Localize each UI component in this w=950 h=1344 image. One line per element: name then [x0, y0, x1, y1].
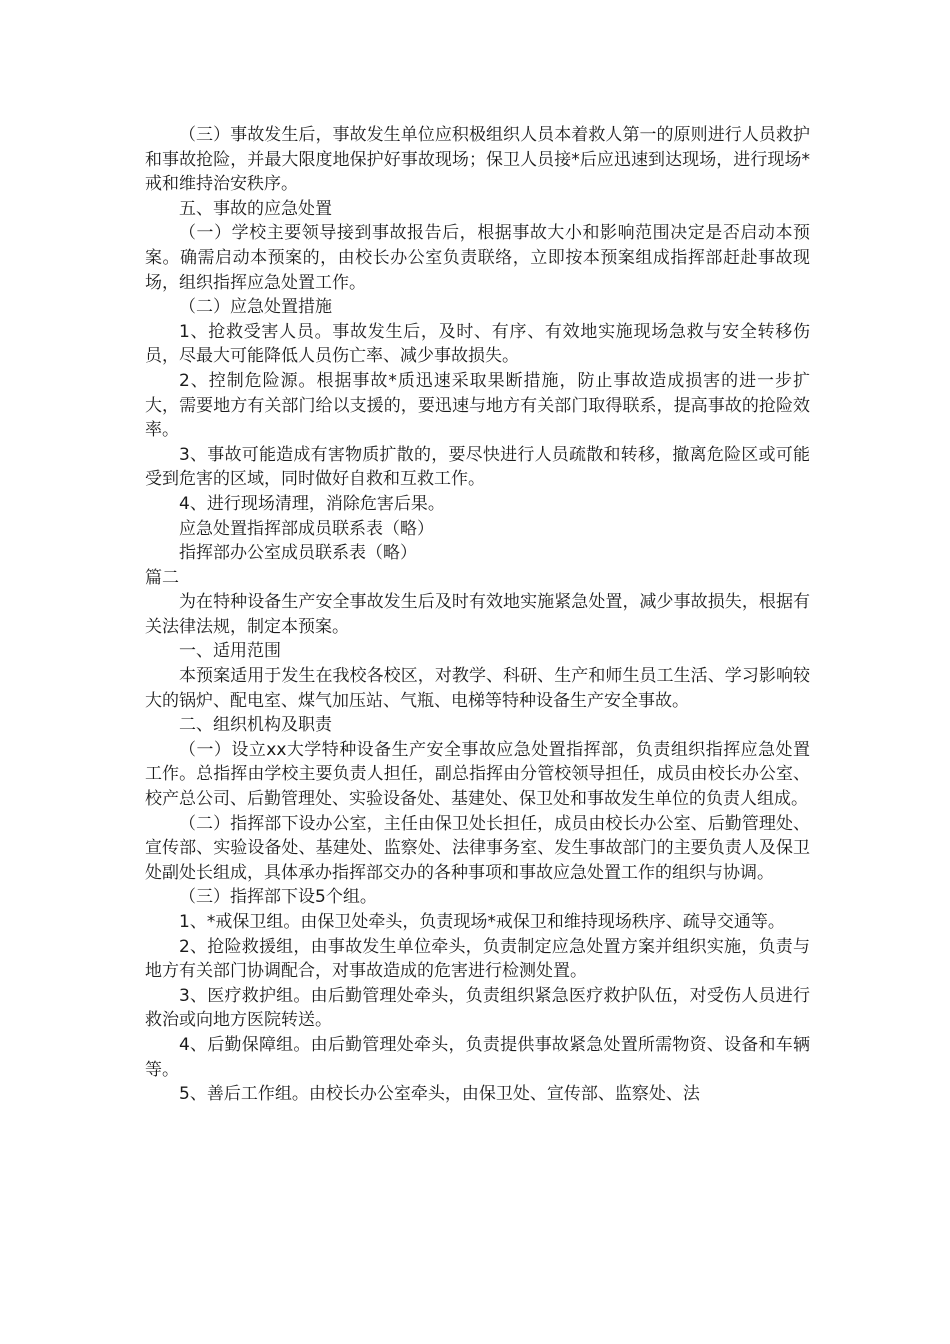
paragraph: （一）学校主要领导接到事故报告后，根据事故大小和影响范围决定是否启动本预案。确需启动本预案的，由校长办公室负责联络，立即按本预案组成指挥部赶赴事故现场，组织指挥应急处置工作。 — [145, 223, 810, 293]
paragraph: 5、善后工作组。由校长办公室牵头，由保卫处、宣传部、监察处、法 — [179, 1084, 700, 1105]
paragraph: （三）事故发生后，事故发生单位应积极组织人员本着救人第一的原则进行人员救护和事故抢险，并最大限度地保护好事故现场；保卫人员接*后应迅速到达现场，进行现场*戒和维持治安秩序。 — [145, 125, 810, 195]
paragraph: 指挥部办公室成员联系表（略） — [179, 543, 417, 564]
paragraph: 1、抢救受害人员。事故发生后，及时、有序、有效地实施现场急救与安全转移伤员，尽最大可能降低人员伤亡率、减少事故损失。 — [145, 321, 810, 367]
paragraph: （二）指挥部下设办公室，主任由保卫处长担任，成员由校长办公室、后勤管理处、宣传部、实验设备处、基建处、监察处、法律事务室、发生事故部门的主要负责人及保卫处副处长组成，具体承办指挥部交办的各种事项和事故应急处置工作的组织与协调。 — [145, 813, 810, 883]
section-heading: 二、组织机构及职责 — [179, 715, 332, 736]
document-body — [145, 123, 810, 1107]
paragraph: 3、事故可能造成有害物质扩散的，要尽快进行人员疏散和转移，撤离危险区或可能受到危害的区域，同时做好自救和互救工作。 — [145, 444, 810, 490]
paragraph: 2、抢险救援组，由事故发生单位牵头，负责制定应急处置方案并组织实施，负责与地方有关部门协调配合，对事故造成的危害进行检测处置。 — [145, 936, 810, 982]
paragraph: 为在特种设备生产安全事故发生后及时有效地实施紧急处置，减少事故损失，根据有关法律法规，制定本预案。 — [145, 592, 810, 637]
paragraph: 4、进行现场清理，消除危害后果。 — [179, 493, 445, 514]
part-heading: 篇二 — [145, 567, 179, 588]
paragraph: 3、医疗救护组。由后勤管理处牵头，负责组织紧急医疗救护队伍，对受伤人员进行救治或向地方医院转送。 — [145, 985, 810, 1031]
paragraph: 应急处置指挥部成员联系表（略） — [179, 518, 434, 539]
section-heading: 五、事故的应急处置 — [179, 198, 332, 219]
paragraph: 2、控制危险源。根据事故*质迅速采取果断措施，防止事故造成损害的进一步扩大，需要地方有关部门给以支援的，要迅速与地方有关部门取得联系，提高事故的抢险效率。 — [145, 370, 810, 441]
paragraph: （一）设立xx大学特种设备生产安全事故应急处置指挥部，负责组织指挥应急处置工作。总指挥由学校主要负责人担任，副总指挥由分管校领导担任，成员由校长办公室、校产总公司、后勤管理处、实验设备处、基建处、保卫处和事故发生单位的负责人组成。 — [145, 739, 810, 810]
paragraph: 4、后勤保障组。由后勤管理处牵头，负责提供事故紧急处置所需物资、设备和车辆等。 — [145, 1034, 810, 1080]
paragraph: 本预案适用于发生在我校各校区，对教学、科研、生产和师生员工生活、学习影响较大的锅炉、配电室、煤气加压站、气瓶、电梯等特种设备生产安全事故。 — [145, 666, 810, 711]
paragraph: 1、*戒保卫组。由保卫处牵头，负责现场*戒保卫和维持现场秩序、疏导交通等。 — [179, 912, 785, 932]
paragraph: （三）指挥部下设5个组。 — [179, 887, 377, 908]
subsection-heading: （二）应急处置措施 — [179, 297, 332, 318]
section-heading: 一、适用范围 — [179, 641, 281, 662]
